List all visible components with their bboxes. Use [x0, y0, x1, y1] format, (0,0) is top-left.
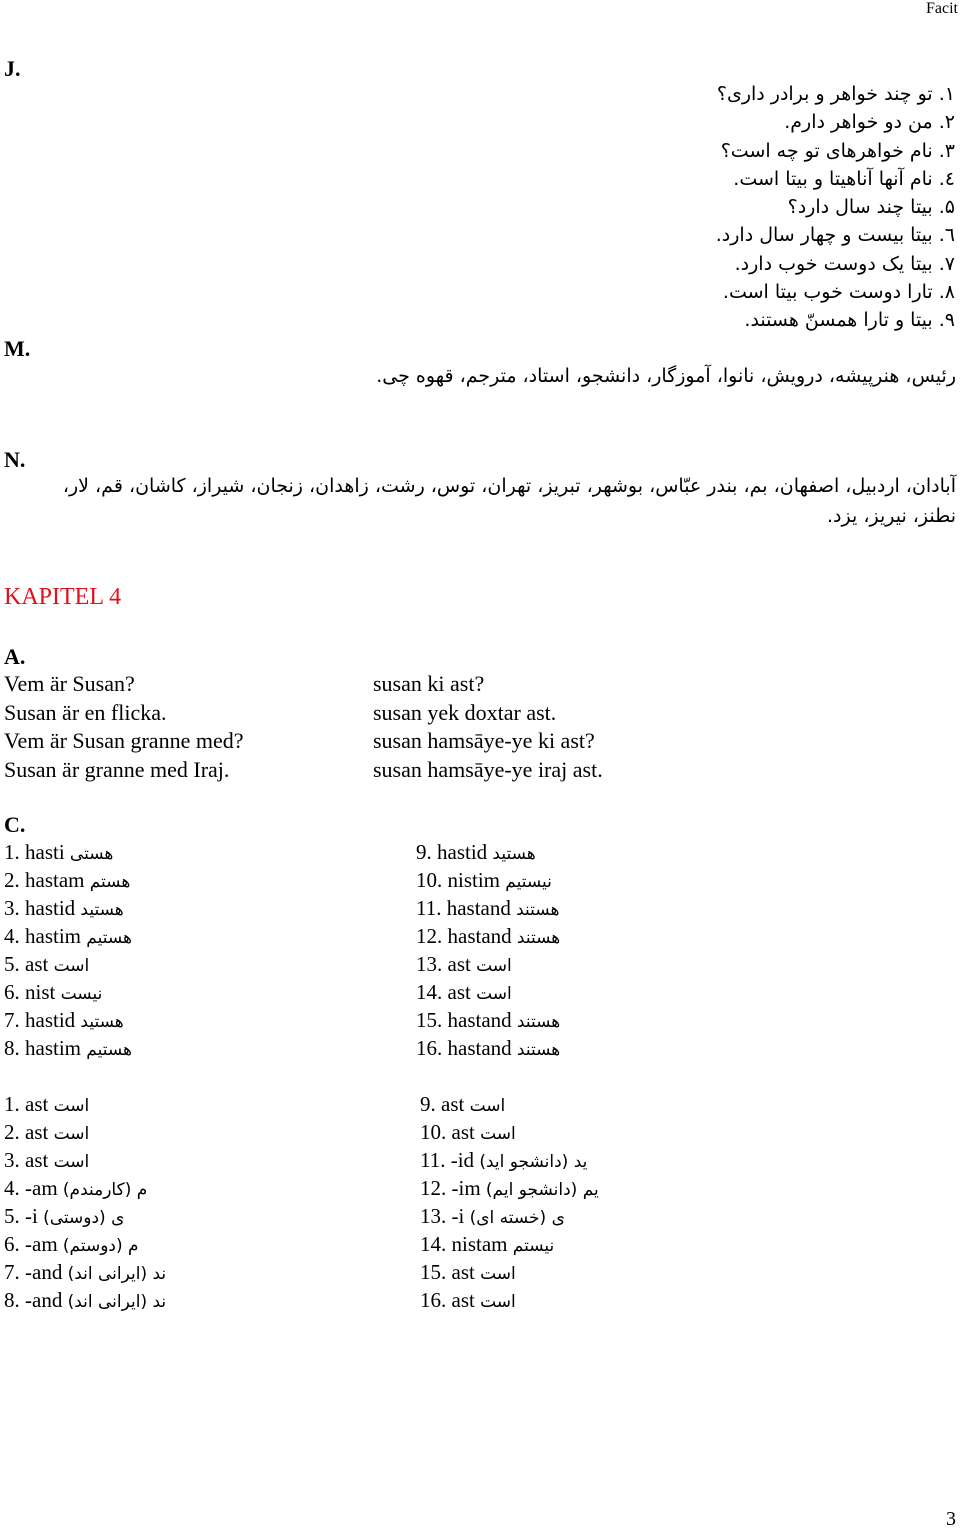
transcription-line: susan hamsāye-ye ki ast? [373, 728, 595, 753]
persian-form: است [53, 956, 90, 976]
occupations-line: رئیس، هنرپیشه، درویش، نانوا، آموزگار، دانشجو، استاد، مترجم، قهوه چی. [376, 365, 956, 387]
item-number: 14. nistam [420, 1232, 508, 1256]
persian-form: هستند [516, 1040, 561, 1060]
section-m-text [376, 361, 956, 391]
section-c-part2-right [420, 1090, 599, 1314]
persian-form: هستم [89, 872, 131, 892]
persian-form: هستید [492, 844, 536, 864]
list-item [4, 1118, 166, 1146]
swedish-line: Vem är Susan granne med? [4, 728, 244, 753]
section-n-label: N. [4, 447, 26, 472]
item-number: 12. -im [420, 1176, 481, 1200]
list-item: ۹. بیتا و تارا همسنّ هستند. [744, 309, 955, 332]
list-item [420, 1202, 599, 1230]
list-item [4, 1202, 166, 1230]
list-item: ۵. بیتا چند سال دارد؟ [787, 196, 955, 219]
persian-form: نیستیم [505, 872, 552, 892]
item-number: 9. hastid [416, 840, 488, 864]
list-item [420, 1258, 599, 1286]
persian-form: ی (خسته ای) [469, 1208, 565, 1228]
list-item: ۸. تارا دوست خوب بیتا است. [722, 281, 955, 304]
item-number: 5. ast [4, 952, 49, 976]
persian-form: ی (دوستی) [43, 1208, 125, 1228]
list-item [4, 838, 132, 866]
list-item: ۱. تو چند خواهر و برادر داری؟ [716, 83, 955, 105]
persian-form: نیستم [512, 1236, 555, 1256]
list-item [420, 1286, 599, 1314]
item-number: 6. -am [4, 1232, 58, 1256]
section-m-label: M. [4, 336, 31, 361]
item-number: 11. hastand [416, 896, 511, 920]
page-number: 3 [946, 1508, 956, 1530]
swedish-line: Susan är granne med Iraj. [4, 756, 230, 782]
list-item [4, 1146, 166, 1174]
list-item: ۲. من دو خواهر دارم. [784, 111, 955, 134]
persian-form: هستی [69, 844, 114, 864]
item-number: 14. ast [416, 980, 471, 1004]
section-c-part1-left [4, 838, 132, 1062]
item-number: 8. hastim [4, 1036, 81, 1060]
cities-line: نطنز، نیریز، یزد. [827, 505, 956, 527]
transcription-line: susan hamsāye-ye iraj ast. [373, 756, 603, 782]
persian-form: م (دوستم) [62, 1236, 139, 1256]
persian-form: است [476, 984, 512, 1004]
item-number: 1. hasti [4, 840, 65, 864]
list-item [416, 922, 560, 950]
item-number: 9. ast [420, 1092, 465, 1116]
transcription-line: susan ki ast? [373, 671, 485, 696]
list-item: ٤. نام آنها آناهیتا و بیتا است. [733, 167, 955, 190]
item-number: 7. hastid [4, 1008, 76, 1032]
cities-line: آبادان، اردبیل، اصفهان، بم، بندر عبّاس، بوشهر، تبریز، تهران، توس، رشت، زاهدان، زنجان، شیراز، کاشان، قم، لار، [62, 475, 956, 497]
item-number: 7. -and [4, 1260, 63, 1284]
persian-form: است [53, 1124, 90, 1144]
section-a-label: A. [4, 644, 26, 669]
list-item [420, 1174, 599, 1202]
item-number: 13. ast [416, 952, 471, 976]
item-number: 13. -i [420, 1204, 465, 1228]
item-number: 12. hastand [416, 924, 512, 948]
persian-form: است [476, 956, 512, 976]
persian-form: یم (دانشجو ایم) [485, 1180, 599, 1200]
item-number: 15. ast [420, 1260, 475, 1284]
list-item [420, 1118, 599, 1146]
persian-form: هستید [80, 900, 124, 920]
item-number: 4. hastim [4, 924, 81, 948]
section-n-text [63, 471, 956, 531]
list-item [4, 1258, 166, 1286]
list-item [4, 1230, 166, 1258]
persian-form: است [53, 1152, 90, 1172]
list-item: ٦. بیتا بیست و چهار سال دارد. [715, 224, 955, 247]
swedish-line: Vem är Susan? [4, 671, 135, 696]
persian-form: هستند [516, 900, 560, 920]
list-item [4, 950, 132, 978]
persian-form: هستیم [86, 1040, 132, 1060]
persian-form: هستند [516, 928, 561, 948]
item-number: 16. ast [420, 1288, 475, 1312]
item-number: 16. hastand [416, 1036, 512, 1060]
list-item [4, 978, 132, 1006]
item-number: 4. -am [4, 1176, 58, 1200]
list-item [416, 894, 560, 922]
item-number: 1. ast [4, 1092, 49, 1116]
item-number: 10. nistim [416, 868, 501, 892]
list-item [4, 1286, 166, 1314]
list-item [4, 922, 132, 950]
item-number: 15. hastand [416, 1008, 512, 1032]
persian-form: هستید [80, 1012, 124, 1032]
item-number: 10. ast [420, 1120, 475, 1144]
persian-form: است [469, 1096, 506, 1116]
list-item [4, 1174, 166, 1202]
list-item: ۷. بیتا یک دوست خوب دارد. [734, 252, 955, 275]
item-number: 2. ast [4, 1120, 49, 1144]
item-number: 11. -id [420, 1148, 475, 1172]
persian-form: هستند [516, 1012, 561, 1032]
list-item [4, 894, 132, 922]
persian-form: است [480, 1124, 516, 1144]
item-number: 5. -i [4, 1204, 38, 1228]
item-number: 8. -and [4, 1288, 63, 1312]
persian-form: ند (ایرانی اند) [67, 1264, 167, 1284]
list-item: ۳. نام خواهرهای تو چه است؟ [720, 139, 955, 162]
list-item [416, 866, 560, 894]
section-a-swedish [4, 670, 243, 784]
list-item [4, 866, 132, 894]
list-item [420, 1230, 599, 1258]
persian-form: هستیم [86, 928, 132, 948]
list-item [416, 978, 560, 1006]
page-header: Facit [926, 0, 958, 17]
list-item [4, 1090, 166, 1118]
list-item [4, 1034, 132, 1062]
section-j-label: J. [4, 56, 21, 81]
persian-form: م (کارمندم) [62, 1180, 148, 1200]
item-number: 3. ast [4, 1148, 49, 1172]
persian-form: ند (ایرانی اند) [67, 1292, 167, 1312]
persian-form: است [480, 1264, 516, 1284]
section-a-transcription [373, 670, 603, 784]
persian-form: ید (دانشجو اید) [479, 1152, 588, 1172]
item-number: 3. hastid [4, 896, 76, 920]
section-c-label: C. [4, 812, 26, 837]
persian-form: است [53, 1096, 90, 1116]
section-c-part2-left [4, 1090, 166, 1314]
list-item [416, 1034, 560, 1062]
list-item [420, 1090, 599, 1118]
chapter-heading: KAPITEL 4 [4, 584, 122, 610]
list-item [416, 1006, 560, 1034]
item-number: 6. nist [4, 980, 56, 1004]
swedish-line: Susan är en flicka. [4, 699, 167, 725]
persian-form: است [480, 1292, 516, 1312]
item-number: 2. hastam [4, 868, 85, 892]
section-c-part1-right [416, 838, 560, 1062]
list-item [416, 950, 560, 978]
list-item [420, 1146, 599, 1174]
section-j-list [716, 80, 955, 335]
list-item [4, 1006, 132, 1034]
list-item [416, 838, 560, 866]
transcription-line: susan yek doxtar ast. [373, 699, 557, 725]
persian-form: نیست [60, 984, 103, 1004]
